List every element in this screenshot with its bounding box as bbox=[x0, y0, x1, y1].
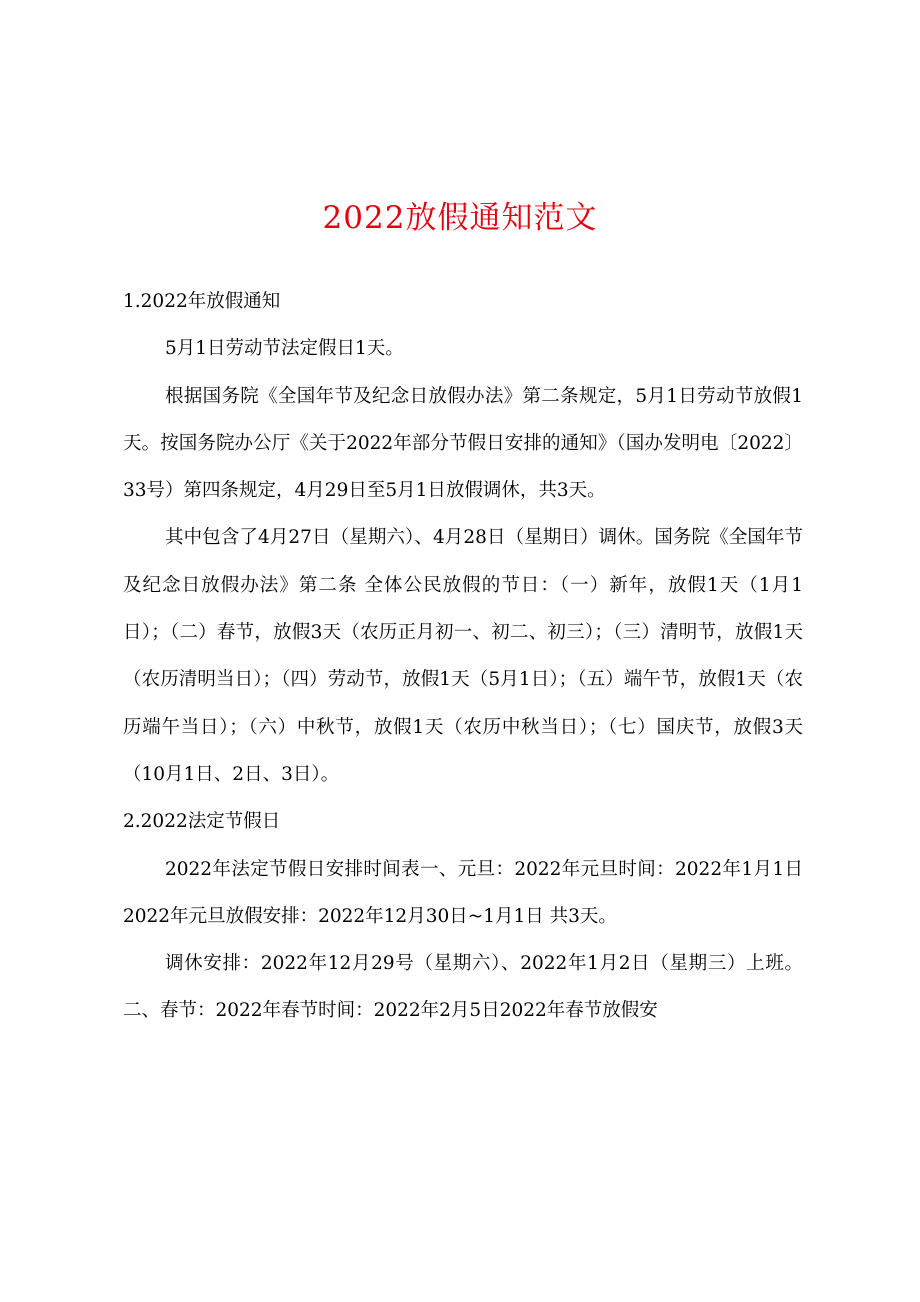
section-2-heading: 2.2022法定节假日 bbox=[123, 811, 281, 833]
section-2-paragraph-2: 调休安排：2022年12月29号（星期六）、2022年1月2日（星期三）上班。二、春节：2022年春节时间：2022年2月5日2022年春节放假安 bbox=[123, 953, 803, 1022]
document-body bbox=[123, 278, 803, 1035]
section-2-paragraph-1: 2022年法定节假日安排时间表一、元旦：2022年元旦时间：2022年1月1日2022年元旦放假安排：2022年12月30日~1月1日 共3天。 bbox=[123, 858, 803, 927]
section-1-paragraph-3: 其中包含了4月27日（星期六）、4月28日（星期日）调休。国务院《全国年节及纪念日放假办法》第二条 全体公民放假的节日：（一）新年，放假1天（1月1日）；（二）春节，放假3天（农历正月初一、初二、初三）；（三）清明节，放假1天（农历清明当日）；（四）劳动节，放假1天（5月1日）；（五）端午节，放假1天（农历端午当日）；（六）中秋节，放假1天（农历中秋当日）；（七）国庆节，放假3天（10月1日、2日、3日）。 bbox=[123, 527, 803, 785]
section-1-paragraph-2: 根据国务院《全国年节及纪念日放假办法》第二条规定，5月1日劳动节放假1天。按国务院办公厅《关于2022年部分节假日安排的通知》（国办发明电〔2022〕33号）第四条规定，4月29日至5月1日放假调休，共3天。 bbox=[123, 385, 803, 502]
document-title: 2022放假通知范文 bbox=[322, 200, 598, 236]
section-1-heading: 1.2022年放假通知 bbox=[123, 291, 281, 312]
section-1-paragraph-1: 5月1日劳动节法定假日1天。 bbox=[165, 338, 404, 360]
